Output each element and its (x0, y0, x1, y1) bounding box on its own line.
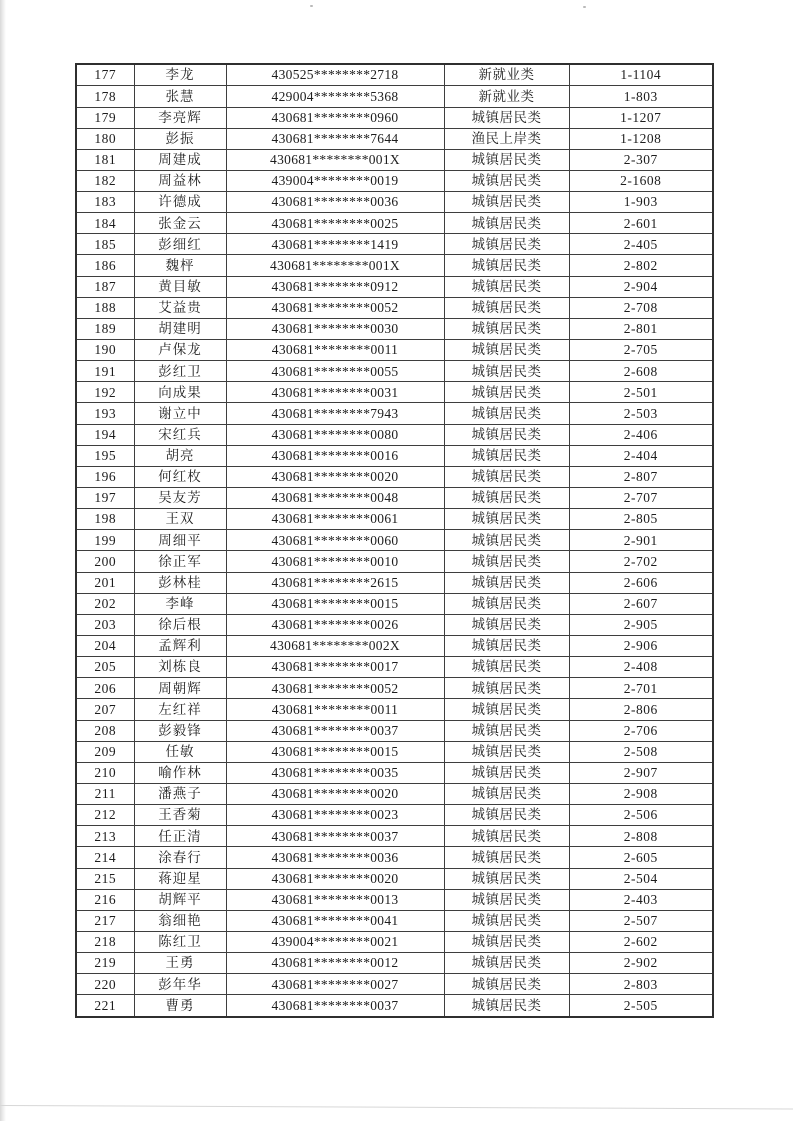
cell-category: 城镇居民类 (444, 192, 569, 213)
table-row (76, 445, 713, 466)
scan-edge-artifact (0, 0, 6, 1121)
cell-index: 203 (76, 614, 134, 635)
cell-name: 王双 (134, 509, 226, 530)
cell-index: 177 (76, 64, 134, 86)
cell-category: 新就业类 (444, 64, 569, 86)
cell-room-number: 2-801 (569, 318, 713, 339)
cell-category: 城镇居民类 (444, 361, 569, 382)
cell-name: 彭林桂 (134, 572, 226, 593)
cell-id-number: 430681********0015 (226, 741, 444, 762)
cell-name: 曹勇 (134, 995, 226, 1017)
cell-room-number: 2-905 (569, 614, 713, 635)
cell-category: 城镇居民类 (444, 403, 569, 424)
table-row (76, 995, 713, 1017)
roster-table-body (76, 64, 713, 1017)
table-row (76, 64, 713, 86)
cell-id-number: 430681********001X (226, 149, 444, 170)
cell-room-number: 2-808 (569, 826, 713, 847)
scan-line-artifact (0, 1105, 793, 1109)
cell-id-number: 430681********0060 (226, 530, 444, 551)
cell-category: 城镇居民类 (444, 382, 569, 403)
cell-name: 彭振 (134, 128, 226, 149)
cell-name: 何红枚 (134, 466, 226, 487)
cell-id-number: 430681********0030 (226, 318, 444, 339)
cell-room-number: 2-504 (569, 868, 713, 889)
cell-room-number: 2-307 (569, 149, 713, 170)
cell-name: 吴友芳 (134, 488, 226, 509)
cell-room-number: 2-606 (569, 572, 713, 593)
cell-name: 彭毅锋 (134, 720, 226, 741)
cell-name: 蒋迎星 (134, 868, 226, 889)
cell-index: 181 (76, 149, 134, 170)
cell-index: 221 (76, 995, 134, 1017)
cell-index: 179 (76, 107, 134, 128)
table-row (76, 868, 713, 889)
cell-id-number: 429004********5368 (226, 86, 444, 107)
cell-id-number: 430681********7943 (226, 403, 444, 424)
cell-room-number: 2-904 (569, 276, 713, 297)
cell-index: 201 (76, 572, 134, 593)
cell-category: 城镇居民类 (444, 636, 569, 657)
cell-id-number: 430681********7644 (226, 128, 444, 149)
cell-category: 城镇居民类 (444, 762, 569, 783)
table-row (76, 509, 713, 530)
cell-index: 196 (76, 466, 134, 487)
cell-index: 195 (76, 445, 134, 466)
table-row (76, 149, 713, 170)
cell-index: 187 (76, 276, 134, 297)
cell-id-number: 430681********0011 (226, 699, 444, 720)
cell-category: 城镇居民类 (444, 593, 569, 614)
cell-id-number: 430525********2718 (226, 64, 444, 86)
cell-room-number: 1-803 (569, 86, 713, 107)
cell-id-number: 430681********0912 (226, 276, 444, 297)
table-row (76, 192, 713, 213)
cell-name: 黄目敏 (134, 276, 226, 297)
cell-id-number: 430681********2615 (226, 572, 444, 593)
cell-name: 陈红卫 (134, 931, 226, 952)
table-row (76, 128, 713, 149)
cell-id-number: 430681********0020 (226, 868, 444, 889)
table-row (76, 551, 713, 572)
table-row (76, 297, 713, 318)
table-row (76, 572, 713, 593)
cell-category: 城镇居民类 (444, 340, 569, 361)
cell-index: 216 (76, 889, 134, 910)
cell-id-number: 430681********0013 (226, 889, 444, 910)
cell-id-number: 430681********1419 (226, 234, 444, 255)
cell-index: 184 (76, 213, 134, 234)
cell-name: 任正清 (134, 826, 226, 847)
cell-id-number: 430681********0023 (226, 805, 444, 826)
cell-room-number: 2-508 (569, 741, 713, 762)
cell-room-number: 1-1207 (569, 107, 713, 128)
cell-index: 220 (76, 974, 134, 995)
cell-index: 193 (76, 403, 134, 424)
cell-category: 城镇居民类 (444, 974, 569, 995)
cell-category: 城镇居民类 (444, 910, 569, 931)
cell-name: 王勇 (134, 953, 226, 974)
cell-name: 李亮辉 (134, 107, 226, 128)
table-row (76, 234, 713, 255)
cell-id-number: 430681********0012 (226, 953, 444, 974)
cell-room-number: 1-1104 (569, 64, 713, 86)
table-row (76, 678, 713, 699)
table-row (76, 805, 713, 826)
table-row (76, 741, 713, 762)
cell-index: 199 (76, 530, 134, 551)
table-row (76, 170, 713, 191)
cell-index: 209 (76, 741, 134, 762)
cell-category: 新就业类 (444, 86, 569, 107)
table-row (76, 636, 713, 657)
scan-speck (583, 6, 586, 8)
cell-id-number: 430681********0015 (226, 593, 444, 614)
cell-category: 城镇居民类 (444, 297, 569, 318)
cell-category: 城镇居民类 (444, 805, 569, 826)
cell-index: 204 (76, 636, 134, 657)
cell-id-number: 430681********0010 (226, 551, 444, 572)
cell-category: 渔民上岸类 (444, 128, 569, 149)
cell-index: 208 (76, 720, 134, 741)
cell-id-number: 430681********0036 (226, 847, 444, 868)
resident-roster-table (75, 63, 714, 1018)
cell-category: 城镇居民类 (444, 170, 569, 191)
cell-room-number: 1-903 (569, 192, 713, 213)
cell-room-number: 2-702 (569, 551, 713, 572)
cell-name: 胡亮 (134, 445, 226, 466)
table-row (76, 86, 713, 107)
cell-name: 王香菊 (134, 805, 226, 826)
cell-name: 孟辉利 (134, 636, 226, 657)
cell-id-number: 430681********0052 (226, 678, 444, 699)
cell-index: 214 (76, 847, 134, 868)
cell-category: 城镇居民类 (444, 107, 569, 128)
table-row (76, 657, 713, 678)
cell-category: 城镇居民类 (444, 784, 569, 805)
cell-index: 185 (76, 234, 134, 255)
cell-name: 潘燕子 (134, 784, 226, 805)
cell-index: 200 (76, 551, 134, 572)
cell-name: 徐正军 (134, 551, 226, 572)
cell-category: 城镇居民类 (444, 868, 569, 889)
cell-room-number: 2-406 (569, 424, 713, 445)
cell-category: 城镇居民类 (444, 720, 569, 741)
cell-category: 城镇居民类 (444, 678, 569, 699)
cell-room-number: 2-405 (569, 234, 713, 255)
cell-id-number: 430681********0017 (226, 657, 444, 678)
cell-index: 198 (76, 509, 134, 530)
cell-room-number: 2-608 (569, 361, 713, 382)
cell-name: 卢保龙 (134, 340, 226, 361)
table-row (76, 107, 713, 128)
cell-room-number: 2-906 (569, 636, 713, 657)
cell-name: 彭红卫 (134, 361, 226, 382)
table-row (76, 382, 713, 403)
table-row (76, 340, 713, 361)
cell-category: 城镇居民类 (444, 995, 569, 1017)
cell-category: 城镇居民类 (444, 509, 569, 530)
cell-index: 211 (76, 784, 134, 805)
table-row (76, 762, 713, 783)
cell-category: 城镇居民类 (444, 445, 569, 466)
cell-id-number: 430681********002X (226, 636, 444, 657)
cell-name: 喻作林 (134, 762, 226, 783)
cell-name: 宋红兵 (134, 424, 226, 445)
cell-index: 186 (76, 255, 134, 276)
cell-room-number: 2-505 (569, 995, 713, 1017)
cell-room-number: 2-705 (569, 340, 713, 361)
cell-room-number: 2-708 (569, 297, 713, 318)
cell-name: 李龙 (134, 64, 226, 86)
cell-name: 李峰 (134, 593, 226, 614)
cell-index: 194 (76, 424, 134, 445)
cell-room-number: 2-507 (569, 910, 713, 931)
cell-index: 180 (76, 128, 134, 149)
cell-room-number: 2-501 (569, 382, 713, 403)
cell-room-number: 2-802 (569, 255, 713, 276)
cell-id-number: 439004********0019 (226, 170, 444, 191)
cell-category: 城镇居民类 (444, 255, 569, 276)
cell-room-number: 2-602 (569, 931, 713, 952)
cell-name: 徐后根 (134, 614, 226, 635)
cell-room-number: 2-506 (569, 805, 713, 826)
cell-id-number: 430681********0055 (226, 361, 444, 382)
cell-category: 城镇居民类 (444, 530, 569, 551)
cell-name: 艾益贵 (134, 297, 226, 318)
cell-name: 张金云 (134, 213, 226, 234)
cell-room-number: 2-707 (569, 488, 713, 509)
cell-index: 197 (76, 488, 134, 509)
cell-id-number: 430681********0061 (226, 509, 444, 530)
cell-id-number: 430681********0035 (226, 762, 444, 783)
cell-index: 188 (76, 297, 134, 318)
cell-category: 城镇居民类 (444, 213, 569, 234)
cell-room-number: 2-1608 (569, 170, 713, 191)
cell-id-number: 430681********0011 (226, 340, 444, 361)
cell-id-number: 430681********0960 (226, 107, 444, 128)
cell-room-number: 2-706 (569, 720, 713, 741)
cell-id-number: 430681********0026 (226, 614, 444, 635)
table-row (76, 318, 713, 339)
cell-category: 城镇居民类 (444, 276, 569, 297)
cell-index: 189 (76, 318, 134, 339)
cell-category: 城镇居民类 (444, 847, 569, 868)
table-row (76, 593, 713, 614)
cell-room-number: 1-1208 (569, 128, 713, 149)
cell-index: 213 (76, 826, 134, 847)
cell-name: 张慧 (134, 86, 226, 107)
cell-name: 刘栋良 (134, 657, 226, 678)
cell-category: 城镇居民类 (444, 889, 569, 910)
cell-id-number: 430681********0020 (226, 466, 444, 487)
cell-id-number: 430681********0080 (226, 424, 444, 445)
cell-index: 215 (76, 868, 134, 889)
table-row (76, 784, 713, 805)
cell-room-number: 2-902 (569, 953, 713, 974)
cell-id-number: 430681********0048 (226, 488, 444, 509)
cell-room-number: 2-404 (569, 445, 713, 466)
cell-category: 城镇居民类 (444, 953, 569, 974)
cell-room-number: 2-806 (569, 699, 713, 720)
table-row (76, 614, 713, 635)
cell-room-number: 2-901 (569, 530, 713, 551)
cell-room-number: 2-701 (569, 678, 713, 699)
cell-room-number: 2-807 (569, 466, 713, 487)
cell-index: 217 (76, 910, 134, 931)
cell-index: 182 (76, 170, 134, 191)
cell-id-number: 430681********0020 (226, 784, 444, 805)
cell-index: 202 (76, 593, 134, 614)
table-row (76, 953, 713, 974)
cell-category: 城镇居民类 (444, 657, 569, 678)
cell-name: 谢立中 (134, 403, 226, 424)
cell-index: 192 (76, 382, 134, 403)
cell-room-number: 2-605 (569, 847, 713, 868)
cell-room-number: 2-803 (569, 974, 713, 995)
cell-index: 206 (76, 678, 134, 699)
cell-id-number: 430681********0037 (226, 995, 444, 1017)
cell-name: 向成果 (134, 382, 226, 403)
cell-index: 205 (76, 657, 134, 678)
table-row (76, 889, 713, 910)
table-row (76, 847, 713, 868)
cell-index: 178 (76, 86, 134, 107)
cell-name: 彭细红 (134, 234, 226, 255)
cell-name: 彭年华 (134, 974, 226, 995)
table-row (76, 466, 713, 487)
table-row (76, 931, 713, 952)
cell-id-number: 430681********0036 (226, 192, 444, 213)
table-row (76, 530, 713, 551)
cell-id-number: 430681********0025 (226, 213, 444, 234)
cell-category: 城镇居民类 (444, 614, 569, 635)
table-row (76, 699, 713, 720)
cell-room-number: 2-607 (569, 593, 713, 614)
table-row (76, 361, 713, 382)
cell-category: 城镇居民类 (444, 424, 569, 445)
scan-speck (310, 5, 313, 7)
cell-category: 城镇居民类 (444, 572, 569, 593)
cell-id-number: 430681********0031 (226, 382, 444, 403)
cell-index: 183 (76, 192, 134, 213)
cell-id-number: 430681********0041 (226, 910, 444, 931)
cell-category: 城镇居民类 (444, 741, 569, 762)
table-row (76, 720, 713, 741)
cell-name: 任敏 (134, 741, 226, 762)
cell-name: 许德成 (134, 192, 226, 213)
cell-id-number: 430681********0016 (226, 445, 444, 466)
cell-name: 左红祥 (134, 699, 226, 720)
cell-name: 魏枰 (134, 255, 226, 276)
table-row (76, 488, 713, 509)
cell-room-number: 2-503 (569, 403, 713, 424)
cell-name: 翁细艳 (134, 910, 226, 931)
cell-category: 城镇居民类 (444, 699, 569, 720)
table-row (76, 826, 713, 847)
table-row (76, 213, 713, 234)
cell-room-number: 2-805 (569, 509, 713, 530)
cell-room-number: 2-408 (569, 657, 713, 678)
table-row (76, 403, 713, 424)
cell-name: 胡辉平 (134, 889, 226, 910)
cell-index: 212 (76, 805, 134, 826)
cell-id-number: 430681********0037 (226, 826, 444, 847)
cell-index: 191 (76, 361, 134, 382)
cell-category: 城镇居民类 (444, 466, 569, 487)
cell-id-number: 430681********001X (226, 255, 444, 276)
cell-index: 218 (76, 931, 134, 952)
cell-index: 207 (76, 699, 134, 720)
cell-name: 周建成 (134, 149, 226, 170)
cell-category: 城镇居民类 (444, 488, 569, 509)
cell-room-number: 2-908 (569, 784, 713, 805)
cell-name: 周朝辉 (134, 678, 226, 699)
cell-name: 胡建明 (134, 318, 226, 339)
cell-category: 城镇居民类 (444, 931, 569, 952)
cell-index: 190 (76, 340, 134, 361)
cell-category: 城镇居民类 (444, 234, 569, 255)
table-row (76, 276, 713, 297)
cell-index: 219 (76, 953, 134, 974)
table-row (76, 974, 713, 995)
cell-id-number: 430681********0037 (226, 720, 444, 741)
cell-category: 城镇居民类 (444, 826, 569, 847)
table-row (76, 255, 713, 276)
cell-name: 周益林 (134, 170, 226, 191)
cell-name: 周细平 (134, 530, 226, 551)
cell-name: 涂春行 (134, 847, 226, 868)
cell-category: 城镇居民类 (444, 318, 569, 339)
cell-category: 城镇居民类 (444, 551, 569, 572)
table-row (76, 424, 713, 445)
cell-id-number: 439004********0021 (226, 931, 444, 952)
cell-id-number: 430681********0027 (226, 974, 444, 995)
table-row (76, 910, 713, 931)
cell-category: 城镇居民类 (444, 149, 569, 170)
cell-room-number: 2-907 (569, 762, 713, 783)
cell-index: 210 (76, 762, 134, 783)
cell-room-number: 2-403 (569, 889, 713, 910)
cell-id-number: 430681********0052 (226, 297, 444, 318)
cell-room-number: 2-601 (569, 213, 713, 234)
